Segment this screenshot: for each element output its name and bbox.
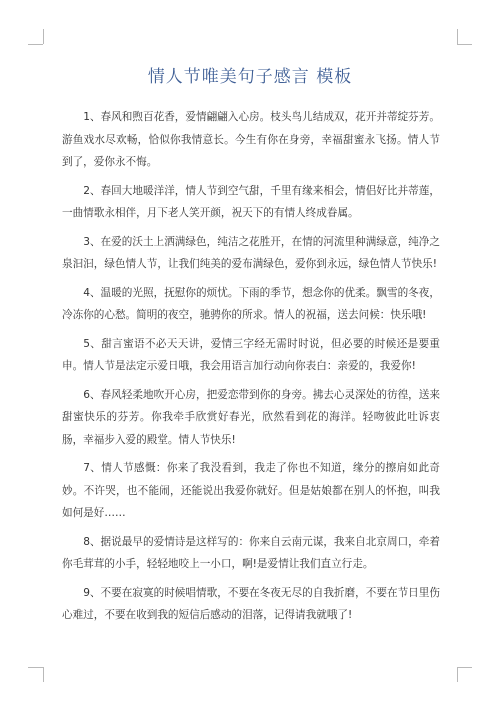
paragraph-5: 5、甜言蜜语不必天天讲，爱情三字经无需时时说，但必要的时候还是要重申。情人节是法定示爱日哦，我会用语言加行动向你表白：亲爱的，我爱你! [62, 337, 440, 372]
paragraph-1: 1、春风和煦百花香，爱情翩翩入心房。枝头鸟儿结成双，花开并蒂绽芬芳。游鱼戏水尽欢畅，恰似你我情意长。今生有你在身旁，幸福甜蜜永飞扬。情人节到了，爱你永不悔。 [62, 111, 440, 168]
paragraph-8: 8、据说最早的爱情诗是这样写的：你来自云南元谋，我来自北京周口，牵着你毛茸茸的小手，轻轻地咬上一小口，啊!是爱情让我们直立行走。 [62, 535, 440, 570]
crop-mark-bottom-right-v [457, 667, 458, 682]
paragraph-2: 2、春回大地暖洋洋，情人节到空气甜，千里有缘来相会，情侣好比并蒂莲，一曲情歌永相伴，月下老人笑开颜，祝天下的有情人终成眷属。 [62, 184, 440, 219]
paragraph-6: 6、春风轻柔地吹开心房，把爱恋带到你的身旁。拂去心灵深处的彷徨，送来甜蜜快乐的芬芳。你我牵手欣赏好春光，欣然看到花的海洋。轻吻彼此吐诉衷肠，幸福步入爱的殿堂。情人节快乐! [62, 388, 440, 446]
crop-mark-top-right-h [457, 44, 472, 45]
crop-mark-bottom-right-h [457, 667, 472, 668]
crop-mark-top-left-v [43, 29, 44, 44]
document-title: 情人节唯美句子感言 模板 [147, 67, 353, 87]
crop-mark-bottom-left-v [43, 667, 44, 682]
document-body [62, 106, 440, 633]
paragraph-9: 9、不要在寂寞的时候唱情歌，不要在冬夜无尽的自我折磨，不要在节日里伤心难过，不要在收到我的短信后感动的泪落，记得请我就哦了! [62, 586, 440, 621]
paragraph-7: 7、情人节感慨：你来了我没看到，我走了你也不知道，缘分的擦肩如此奇妙。不许哭，也不能闹，还能说出我爱你就好。但是姑娘都在别人的怀抱，叫我如何是好…… [62, 462, 440, 519]
crop-mark-top-right-v [457, 29, 458, 44]
paragraph-4: 4、温暖的光照，抚慰你的烦忧。下雨的季节，想念你的优柔。飘雪的冬夜，冷冻你的心愁。简明的夜空，驰骋你的所求。情人的祝福，送去问候：快乐哦! [62, 286, 440, 321]
crop-mark-top-left-h [28, 44, 43, 45]
crop-mark-bottom-left-h [28, 667, 43, 668]
paragraph-3: 3、在爱的沃土上洒满绿色，纯洁之花胜开，在情的河流里种满绿意，纯净之泉汩汩，绿色情人节，让我们纯美的爱布满绿色，爱你到永远，绿色情人节快乐! [62, 235, 440, 270]
